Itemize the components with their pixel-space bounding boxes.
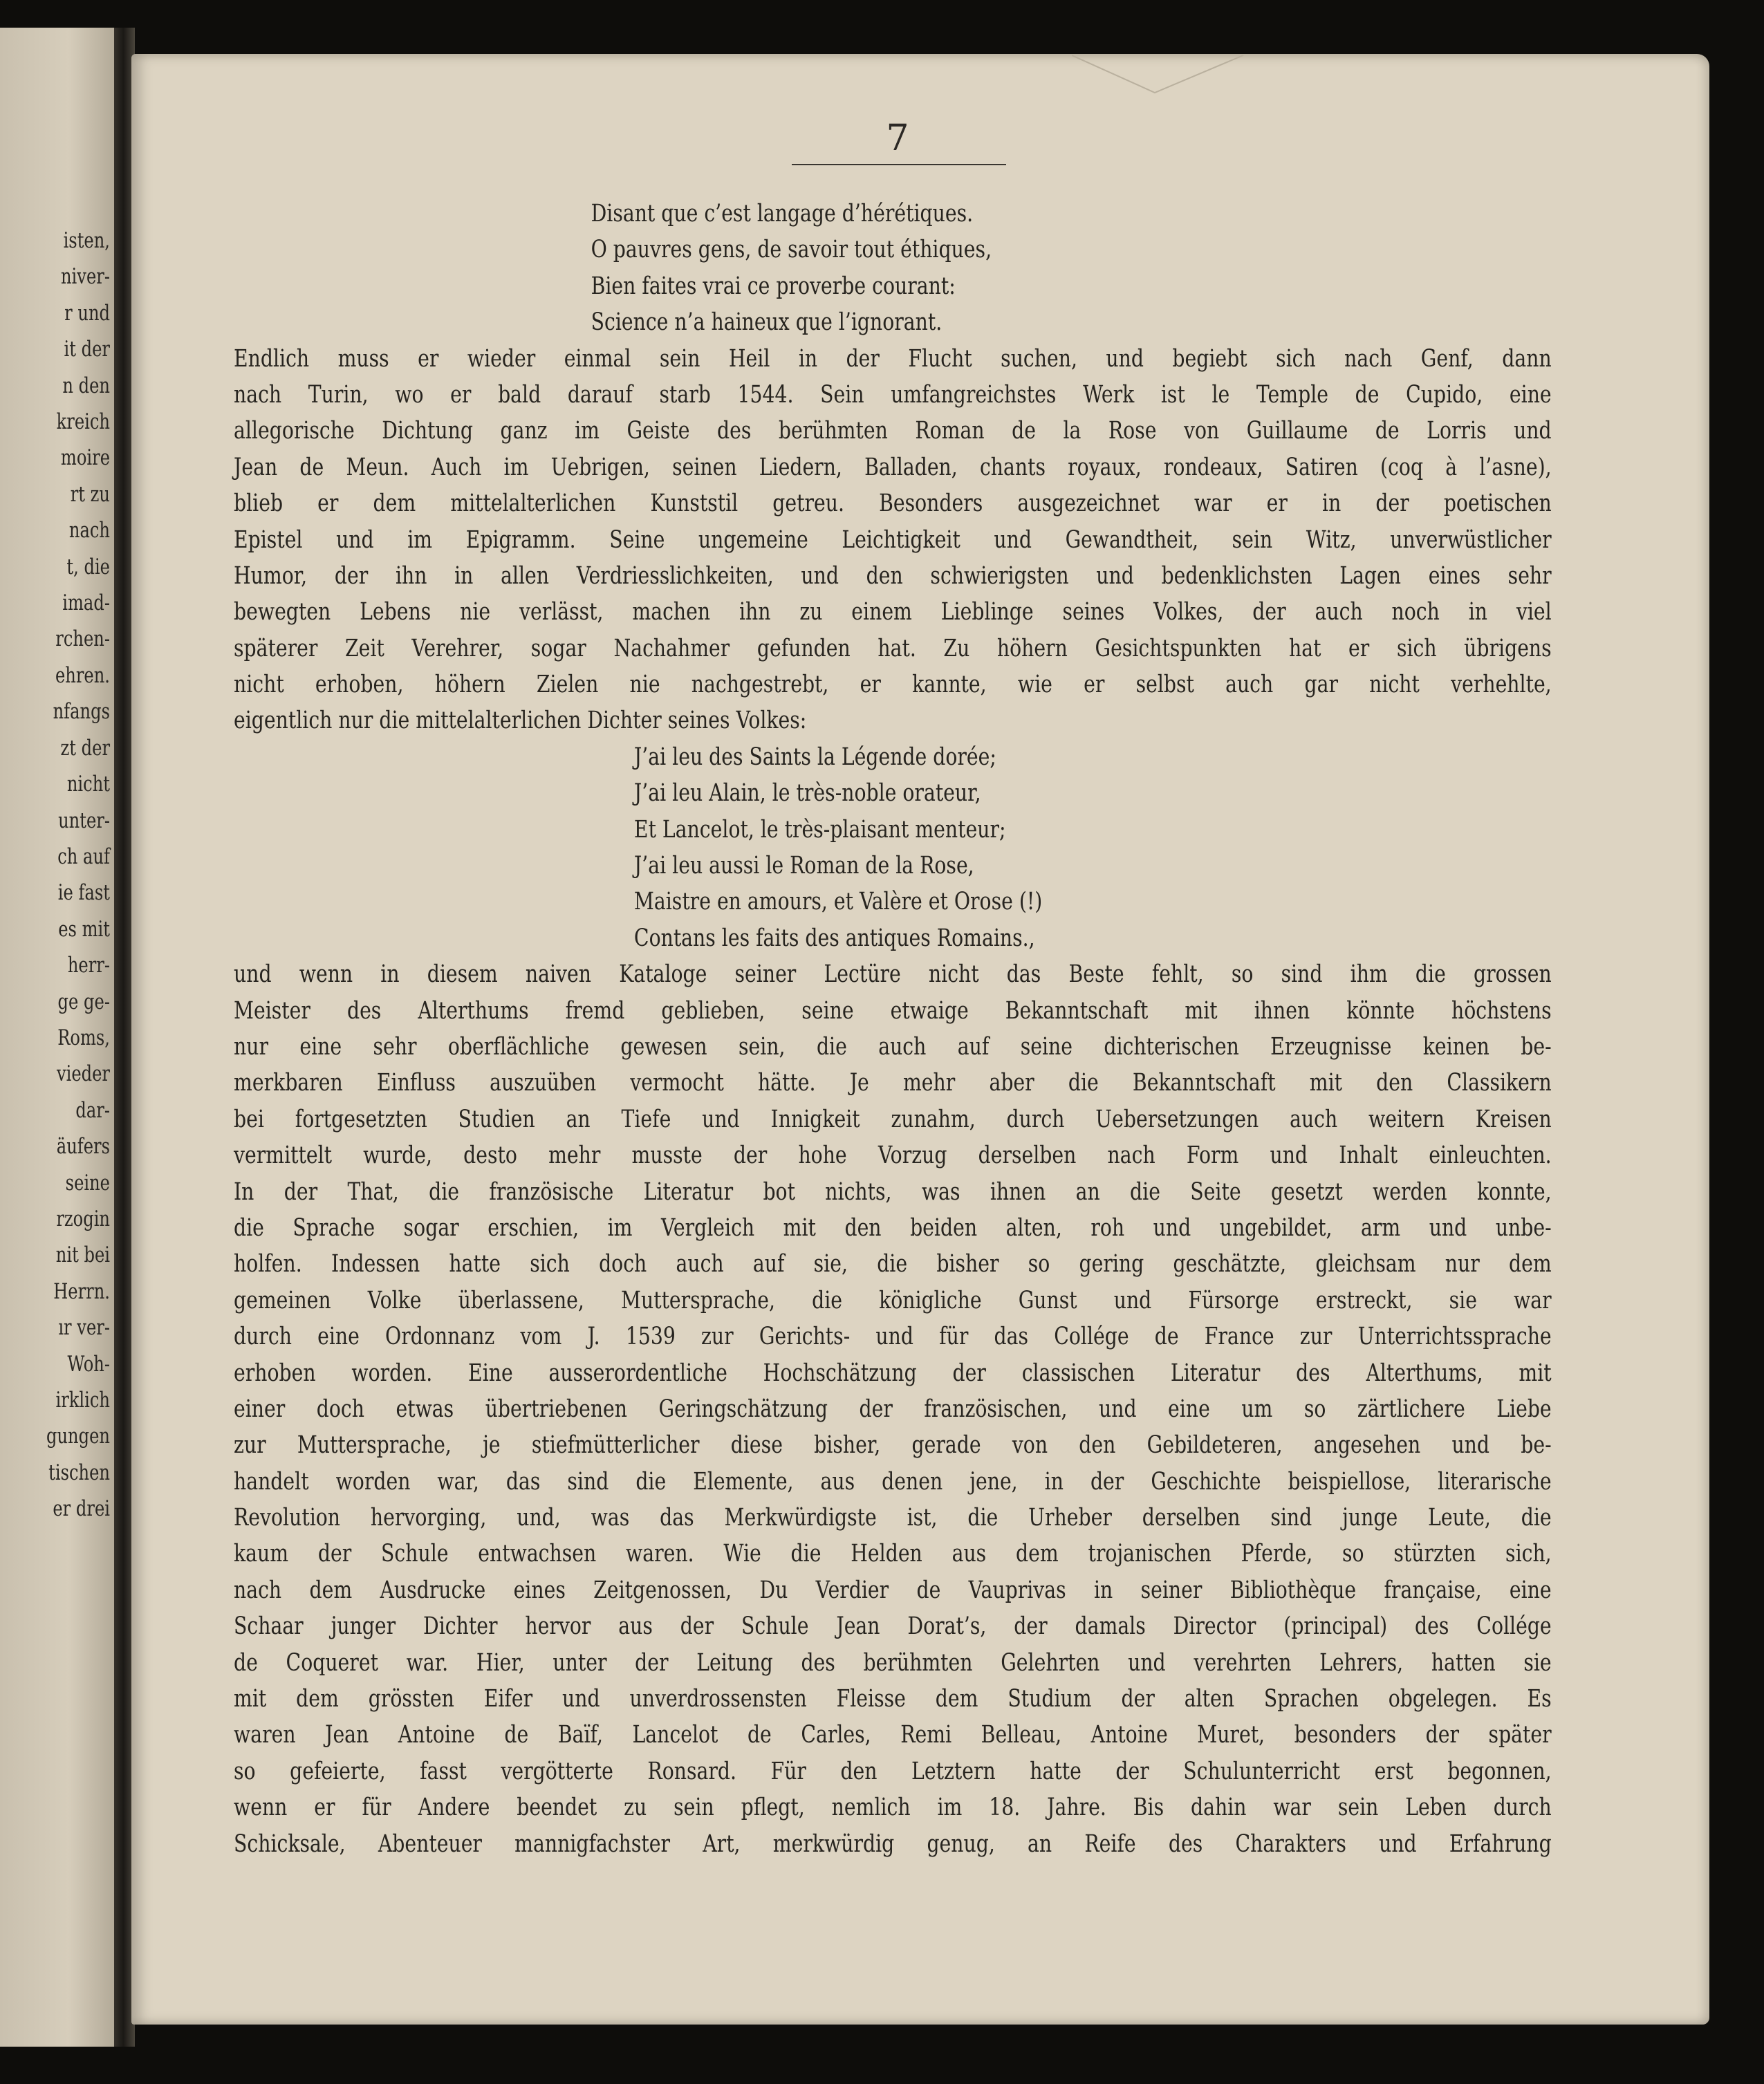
text-line: gemeinen Volke überlassene, Muttersprache, die königliche Gunst und Fürsorge erstreckt, sie war	[234, 1286, 1552, 1314]
body-text	[234, 196, 1552, 1862]
text-line: Humor, der ihn in allen Verdriesslichkeiten, und den schwierigsten und bedenklichsten Lagen eines sehr	[234, 561, 1552, 590]
text-line: vermittelt wurde, desto mehr musste der hohe Vorzug derselben nach Form und Inhalt einleuchten.	[234, 1142, 1552, 1170]
text-line: nach dem Ausdrucke eines Zeitgenossen, Du Verdier de Vauprivas in seiner Bibliothèque française, eine	[234, 1576, 1552, 1604]
verse-quote-1	[234, 196, 1315, 341]
text-line: und wenn in diesem naiven Kataloge seiner Lectüre nicht das Beste fehlt, so sind ihm die grossen	[234, 960, 1552, 989]
margin-fragment: Roms,	[57, 1025, 110, 1050]
verse-line: Et Lancelot, le très-plaisant menteur;	[633, 815, 1006, 844]
margin-fragment: Herrn.	[53, 1278, 110, 1304]
text-line: die Sprache sogar erschien, im Vergleich mit den beiden alten, roh und ungebildet, arm und unbe-	[234, 1213, 1552, 1242]
text-line: Endlich muss er wieder einmal sein Heil in der Flucht suchen, und begiebt sich nach Genf, dann	[234, 344, 1552, 373]
text-line: Meister des Alterthums fremd geblieben, seine etwaige Bekanntschaft mit ihnen könnte höchstens	[234, 996, 1552, 1025]
text-line: allegorische Dichtung ganz im Geiste des berühmten Roman de la Rose von Guillaume de Lorris und	[234, 417, 1552, 445]
verse-line: O pauvres gens, de savoir tout éthiques,	[591, 236, 992, 264]
margin-fragment: rchen-	[55, 626, 110, 652]
margin-fragment: ge ge-	[57, 989, 110, 1014]
verse-line: Disant que c’est langage d’hérétiques.	[591, 200, 974, 227]
text-line: holfen. Indessen hatte sich doch auch auf sie, die bisher so gering geschätzte, gleichsam nur dem	[234, 1250, 1552, 1278]
text-line: zur Muttersprache, je stiefmütterlicher diese bisher, gerade von den Gebildeteren, angesehen und be-	[234, 1431, 1552, 1460]
margin-fragment: Woh-	[67, 1351, 110, 1377]
margin-fragment: es mit	[58, 916, 110, 942]
left-margin-text	[21, 223, 110, 1527]
text-line: eigentlich nur die mittelalterlichen Dichter seines Volkes:	[234, 707, 807, 735]
margin-fragment: tischen	[48, 1460, 110, 1485]
verse-line: J’ai leu Alain, le très-noble orateur,	[633, 779, 981, 808]
margin-fragment: r und	[64, 300, 110, 326]
page-number-rule	[792, 164, 1006, 165]
text-line: Epistel und im Epigramm. Seine ungemeine Leichtigkeit und Gewandtheit, sein Witz, unverwüstlicher	[234, 525, 1552, 554]
paragraph-2	[234, 956, 1552, 1862]
margin-fragment: seine	[65, 1170, 110, 1195]
margin-fragment: herr-	[67, 953, 110, 978]
margin-fragment: rzogin	[56, 1206, 110, 1231]
text-line: nicht erhoben, höhern Zielen nie nachgestrebt, er kannte, wie er selbst auch gar nicht verhehlte,	[234, 671, 1552, 699]
margin-fragment: nicht	[66, 772, 110, 797]
text-line: wenn er für Andere beendet zu sein pflegt, nemlich im 18. Jahre. Bis dahin war sein Leben durch	[234, 1794, 1552, 1822]
text-line: späterer Zeit Verehrer, sogar Nachahmer gefunden hat. Zu höhern Gesichtspunkten hat er sich übrigens	[234, 634, 1552, 662]
margin-fragment: äufers	[56, 1134, 110, 1160]
page-number: 7	[886, 118, 909, 159]
margin-fragment: irklich	[55, 1388, 110, 1413]
text-line: de Coqueret war. Hier, unter der Leitung des berühmten Gelehrten und verehrten Lehrers, hatten sie	[234, 1648, 1552, 1677]
text-line: nach Turin, wo er bald darauf starb 1544. Sein umfangreichstes Werk ist le Temple de Cupido, eine	[234, 380, 1552, 409]
text-line: einer doch etwas übertriebenen Geringschätzung der französischen, und eine um so zärtlichere Liebe	[234, 1395, 1552, 1423]
verse-line: Contans les faits des antiques Romains.,	[633, 924, 1035, 952]
text-line: Jean de Meun. Auch im Uebrigen, seinen Liedern, Balladen, chants royaux, rondeaux, Satiren (coq à l’asne),	[234, 453, 1552, 481]
margin-fragment: rt zu	[70, 481, 110, 507]
margin-fragment: vieder	[56, 1061, 110, 1087]
text-line: bewegten Lebens nie verlässt, machen ihn zu einem Lieblinge seines Volkes, der auch noch in viel	[234, 598, 1552, 626]
margin-fragment: it der	[64, 337, 110, 362]
paragraph-1	[234, 341, 1552, 739]
text-line: Schicksale, Abenteuer mannigfachster Art, merkwürdig genug, an Reife des Charakters und Erfahrung	[234, 1830, 1552, 1858]
text-line: waren Jean Antoine de Baïf, Lancelot de Carles, Remi Belleau, Antoine Muret, besonders der später	[234, 1721, 1552, 1749]
margin-fragment: dar-	[75, 1097, 110, 1123]
margin-fragment: imad-	[62, 590, 110, 616]
margin-fragment: ehren.	[55, 662, 110, 688]
margin-fragment: kreich	[56, 409, 110, 435]
margin-fragment: niver-	[60, 264, 110, 290]
verse-line: Bien faites vrai ce proverbe courant:	[591, 272, 956, 300]
verse-quote-2	[234, 739, 1315, 956]
page-crease-mark	[1072, 54, 1245, 95]
text-line: kaum der Schule entwachsen waren. Wie die Helden aus dem trojanischen Pferde, so stürzten sich,	[234, 1540, 1552, 1568]
margin-fragment: ch auf	[57, 844, 110, 869]
margin-fragment: n den	[62, 373, 110, 398]
margin-fragment: gungen	[46, 1424, 110, 1449]
text-line: In der That, die französische Literatur bot nichts, was ihnen an die Seite gesetzt werden konnte,	[234, 1178, 1552, 1206]
margin-fragment: unter-	[58, 808, 110, 833]
margin-fragment: moire	[60, 445, 110, 471]
margin-fragment: isten,	[63, 228, 110, 253]
text-line: bei fortgesetzten Studien an Tiefe und Innigkeit zunahm, durch Uebersetzungen auch weitern Kreisen	[234, 1105, 1552, 1133]
text-line: merkbaren Einfluss auszuüben vermocht hätte. Je mehr aber die Bekanntschaft mit den Classikern	[234, 1069, 1552, 1097]
verse-line: J’ai leu aussi le Roman de la Rose,	[633, 852, 974, 880]
text-line: durch eine Ordonnanz vom J. 1539 zur Gerichts- und für das Collége de France zur Unterrichtssprache	[234, 1323, 1552, 1351]
text-line: nur eine sehr oberflächliche gewesen sein, die auch auf seine dichterischen Erzeugnisse keinen be-	[234, 1032, 1552, 1061]
text-line: Schaar junger Dichter hervor aus der Schule Jean Dorat’s, der damals Director (principal) des Collége	[234, 1612, 1552, 1641]
margin-fragment: nach	[68, 518, 110, 543]
margin-fragment: er drei	[53, 1496, 110, 1522]
text-line: blieb er dem mittelalterlichen Kunststil getreu. Besonders ausgezeichnet war er in der poetischen	[234, 490, 1552, 518]
verse-line: Maistre en amours, et Valère et Orose (!)	[633, 888, 1043, 916]
margin-fragment: nfangs	[53, 699, 110, 725]
verse-line: Science n’a haineux que l’ignorant.	[591, 308, 943, 337]
text-line: erhoben worden. Eine ausserordentliche Hochschätzung der classischen Literatur des Alterthums, mit	[234, 1359, 1552, 1387]
margin-fragment: ie fast	[57, 880, 110, 906]
text-line: handelt worden war, das sind die Elemente, aus denen jene, in der Geschichte beispiellose, literarische	[234, 1467, 1552, 1496]
text-line: so gefeierte, fasst vergötterte Ronsard. Für den Letztern hatte der Schulunterricht erst begonnen,	[234, 1757, 1552, 1785]
margin-fragment: nit bei	[55, 1243, 110, 1268]
margin-fragment: ır ver-	[58, 1315, 110, 1341]
text-line: Revolution hervorging, und, was das Merkwürdigste ist, die Urheber derselben sind junge Leute, die	[234, 1504, 1552, 1532]
left-page-edge	[0, 28, 114, 2047]
margin-fragment: zt der	[60, 735, 110, 761]
verse-line: J’ai leu des Saints la Légende dorée;	[633, 743, 996, 771]
text-line: mit dem grössten Eifer und unverdrossensten Fleisse dem Studium der alten Sprachen obgelegen. Es	[234, 1685, 1552, 1713]
margin-fragment: t, die	[66, 554, 110, 579]
